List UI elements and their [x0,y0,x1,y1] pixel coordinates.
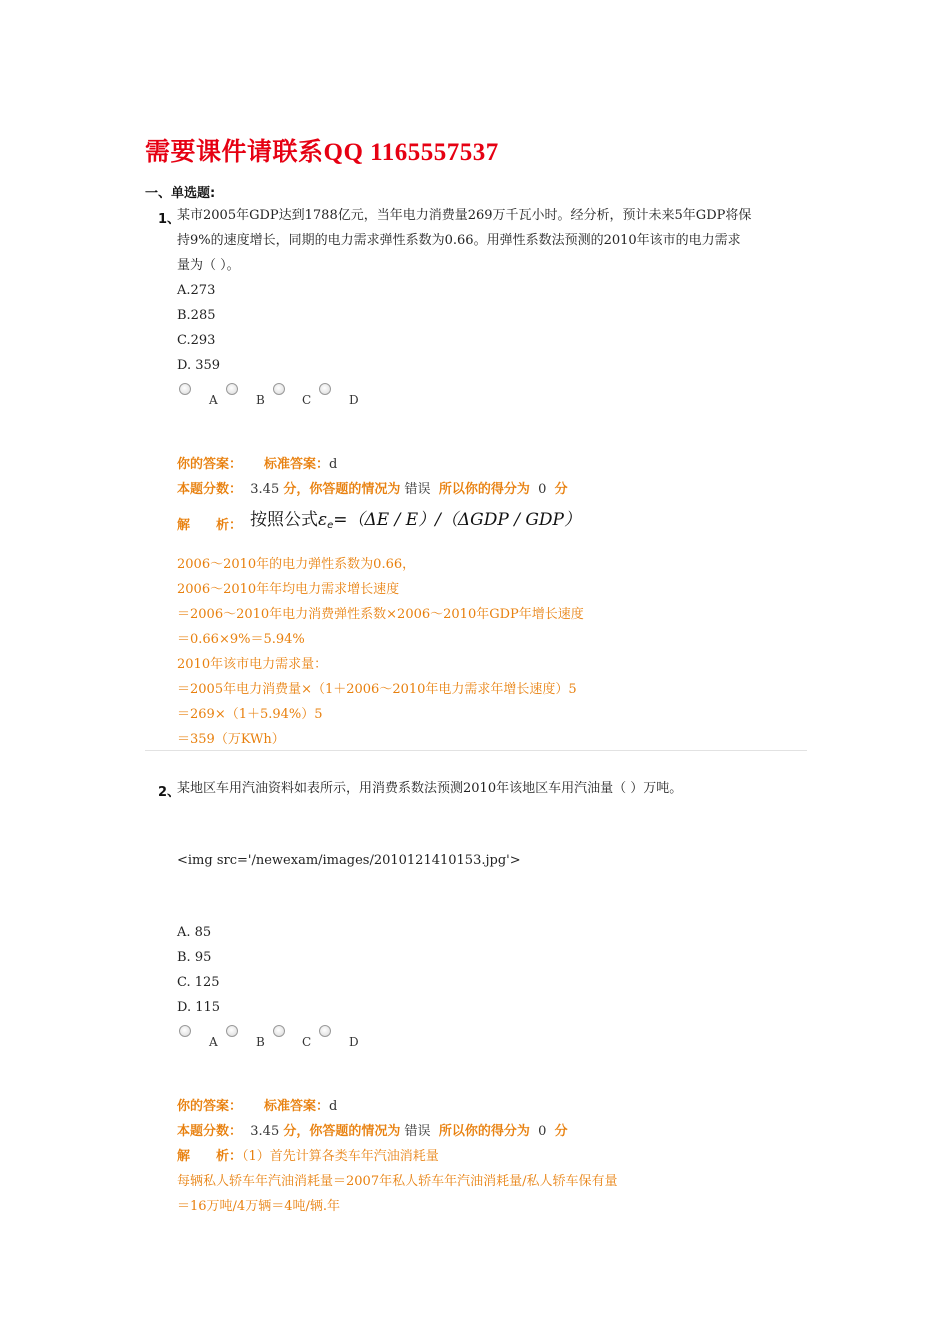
question-2-radio-label-b: B [256,1035,265,1049]
analysis-line-8: ＝359（万KWh） [177,732,285,747]
question-1-radio-label-d: D [349,393,359,407]
formula-body: =（ΔE / E）/（ΔGDP / GDP） [333,510,581,530]
question-2-number: 2、 [158,785,181,800]
q2-analysis-line-1: 每辆私人轿车年汽油消耗量＝2007年私人轿车年汽油消耗量/私人轿车保有量 [177,1174,618,1189]
q2-analysis-line-2: ＝16万吨/4万辆＝4吨/辆.年 [177,1199,340,1214]
score-end-text: 所以你的得分为 [438,1124,530,1139]
question-2-analysis-row [177,1144,439,1169]
your-answer-label: 你的答案： [177,457,243,472]
score-mid-text: 分，你答题的情况为 [283,1124,401,1139]
score-label: 本题分数： [177,482,243,497]
analysis-line-4: ＝0.66×9%＝5.94% [177,632,305,647]
question-1-radio-c[interactable] [273,383,285,395]
earned-value: 0 [538,1124,547,1139]
analysis-label: 解 析： [177,1149,243,1164]
question-1-text-line-3: 量为（ ）。 [177,258,240,273]
question-1-radio-d[interactable] [319,383,331,395]
score-value: 3.45 [250,482,280,497]
question-2-score-row [177,1119,568,1144]
question-1-text-line-1: 某市2005年GDP达到1788亿元，当年电力消费量269万千瓦小时。经分析，预计未来5年GDP将保 [177,208,752,223]
question-1-option-c: C.293 [177,333,216,348]
question-2-radio-label-a: A [209,1035,218,1049]
earned-value: 0 [538,482,547,497]
score-unit: 分 [554,482,568,497]
analysis-line-6: ＝2005年电力消费量×（1＋2006～2010年电力需求年增长速度）5 [177,682,577,697]
score-unit: 分 [554,1124,568,1139]
question-2-radio-c[interactable] [273,1025,285,1037]
question-1-text-line-2: 持9%的速度增长，同期的电力需求弹性系数为0.66。用弹性系数法预测的2010年该市的电力需求 [177,233,741,248]
score-value: 3.45 [250,1124,280,1139]
question-1-answer-row [177,452,337,477]
contact-banner: 需要课件请联系QQ 1165557537 [145,139,499,166]
score-mid-text: 分，你答题的情况为 [283,482,401,497]
question-2-radio-label-d: D [349,1035,359,1049]
analysis-line-2: 2006～2010年年均电力需求增长速度 [177,582,400,597]
question-2-option-c: C. 125 [177,975,220,990]
formula-epsilon: ε [318,510,328,530]
your-answer-label: 你的答案： [177,1099,243,1114]
question-1-radio-b[interactable] [226,383,238,395]
question-1-radio-label-b: B [256,393,265,407]
section-title: 一、单选题: [145,186,216,201]
formula-subscript: e [327,520,334,531]
question-1-radio-label-c: C [302,393,312,407]
question-2-text: 某地区车用汽油资料如表所示，用消费系数法预测2010年该地区车用汽油量（ ）万吨。 [177,781,683,796]
question-2-radio-label-c: C [302,1035,312,1049]
question-1-option-d: D. 359 [177,358,221,373]
question-1-analysis-label-row [177,513,242,538]
analysis-first-line: （1）首先计算各类车年汽油消耗量 [242,1149,439,1164]
question-1-radio-a[interactable] [179,383,191,395]
question-2-option-a: A. 85 [177,925,212,940]
question-1-number: 1、 [158,212,181,227]
question-2-option-b: B. 95 [177,950,212,965]
question-2-answer-row [177,1094,337,1119]
question-1-option-b: B.285 [177,308,216,323]
question-2-radio-d[interactable] [319,1025,331,1037]
analysis-line-7: ＝269×（1＋5.94%）5 [177,707,323,722]
score-end-text: 所以你的得分为 [438,482,530,497]
question-1-option-a: A.273 [177,283,216,298]
question-2-option-d: D. 115 [177,1000,221,1015]
question-1-score-row [177,477,568,502]
question-2-radio-a[interactable] [179,1025,191,1037]
score-label: 本题分数： [177,1124,243,1139]
elasticity-formula [250,505,581,531]
result-value: 错误 [404,1124,431,1139]
analysis-line-5: 2010年该市电力需求量： [177,657,328,672]
question-2-radio-b[interactable] [226,1025,238,1037]
analysis-line-3: ＝2006～2010年电力消费弹性系数×2006～2010年GDP年增长速度 [177,607,584,622]
question-1-radio-label-a: A [209,393,218,407]
question-2-image-placeholder: <img src='/newexam/images/2010121410153.jpg'> [177,853,521,868]
question-1-radio-group [177,383,397,413]
analysis-line-1: 2006～2010年的电力弹性系数为0.66， [177,557,416,572]
standard-answer-label: 标准答案： [264,457,330,472]
formula-prefix: 按照公式 [250,510,318,530]
standard-answer-label: 标准答案： [264,1099,330,1114]
question-2-radio-group [177,1025,397,1055]
standard-answer-value: d [329,457,338,472]
question-divider [145,750,807,751]
result-value: 错误 [404,482,431,497]
standard-answer-value: d [329,1099,338,1114]
analysis-label: 解 析： [177,518,243,533]
